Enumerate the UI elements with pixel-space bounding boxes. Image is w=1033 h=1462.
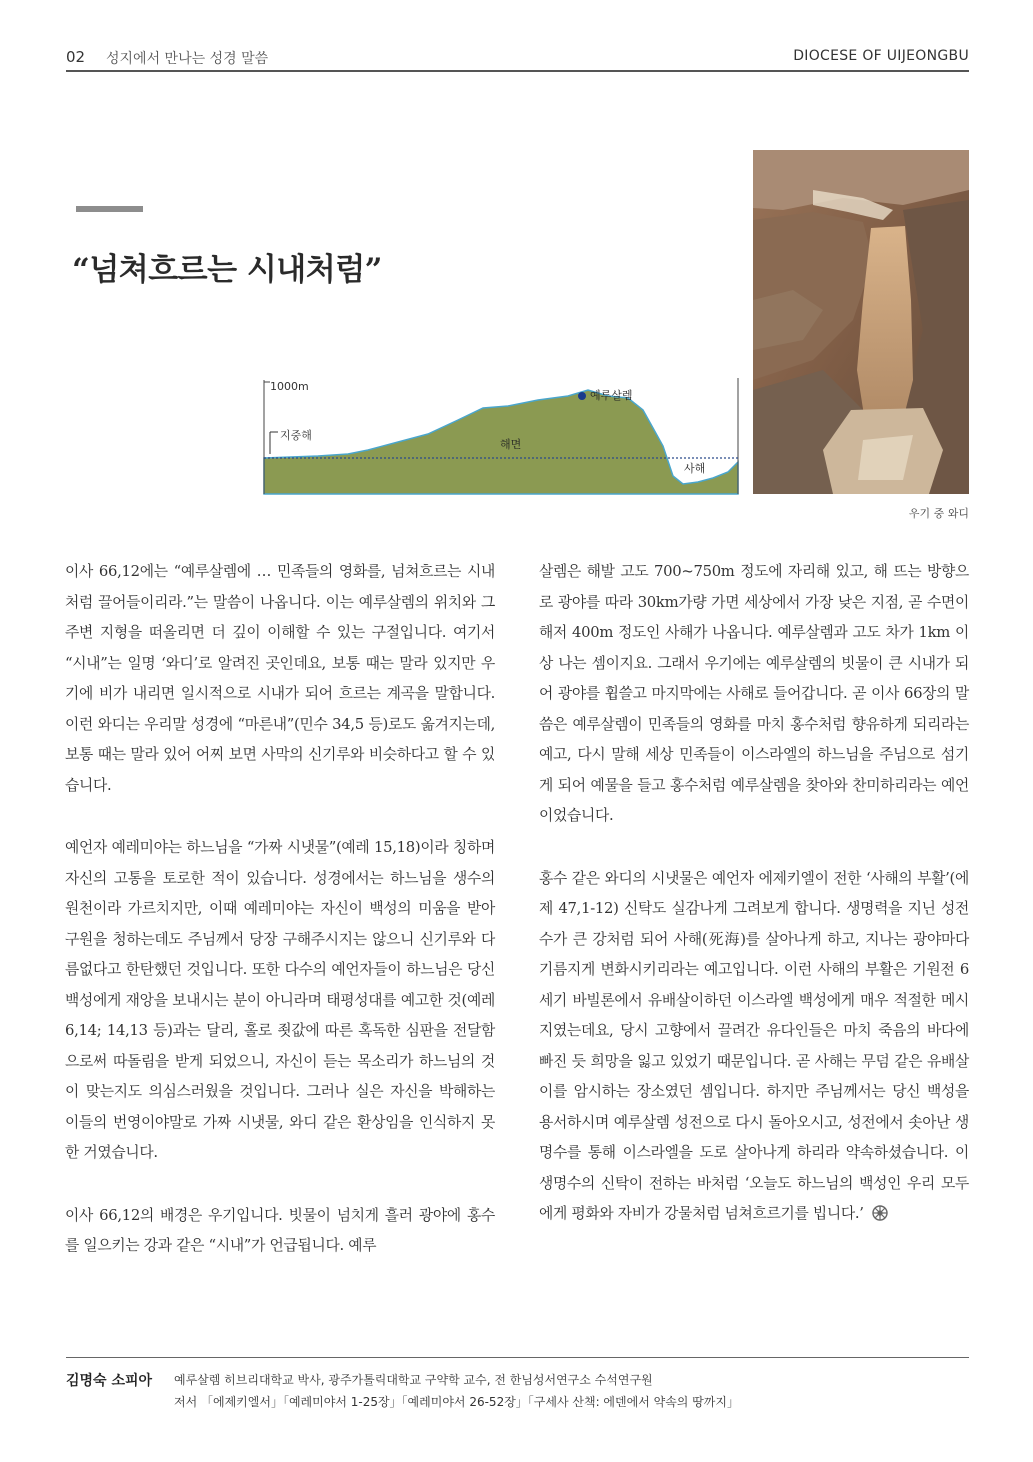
- mediterranean-label: 지중해: [280, 429, 312, 442]
- header-divider: [66, 70, 969, 72]
- dead-sea-label: 사해: [684, 462, 706, 475]
- page-number: 02: [66, 48, 86, 66]
- body-column-right: [539, 557, 969, 1233]
- end-mark-icon: [872, 1202, 888, 1233]
- photo-caption: 우기 중 와디: [908, 507, 969, 520]
- sea-level-label: 해면: [500, 438, 522, 451]
- footer-divider: [66, 1357, 969, 1358]
- page-header: [66, 46, 969, 70]
- jerusalem-marker: [578, 392, 586, 400]
- author-bio: 예루살렘 히브리대학교 박사, 광주가톨릭대학교 구약학 교수, 전 한님성서연구소 수석연구원: [174, 1373, 653, 1387]
- wadi-photo: [753, 150, 969, 494]
- elevation-profile-figure: [258, 376, 743, 496]
- title-accent-bar: [76, 206, 143, 212]
- author-name: 김명숙 소피아: [66, 1373, 153, 1389]
- body-column-left: [65, 557, 495, 1262]
- paragraph: 예언자 예레미야는 하느님을 “가짜 시냇물”(예레 15,18)이라 칭하며 자신의 고통을 토로한 적이 있습니다. 성경에서는 하느님을 생수의 원천이라 가르치지만, 이때 예레미야는 자신이 백성의 미움을 받아 구원을 청하는데도 주님께서 당장 구해주시지는 않으니 신기루와 다름없다고 한탄했던 것입니다. 또한 다수의 예언자들이 하느님은 당신 백성에게 재앙을 보내시는 분이 아니라며 태평성대를 예고한 것(예레 6,14; 14,13 등)과는 달리, 홀로 죗값에 따른 혹독한 심판을 전달함으로써 따돌림을 받게 되었으니, 자신이 듣는 목소리가 하느님의 것이 맞는지도 의심스러웠을 것입니다. 그러나 실은 자신을 박해하는 이들의 번영이야말로 가짜 시냇물, 와디 같은 환상임을 인식하지 못한 거였습니다.: [65, 839, 495, 1161]
- article-title: “넘쳐흐르는 시내처럼”: [72, 252, 382, 288]
- paragraph: 홍수 같은 와디의 시냇물은 예언자 에제키엘이 전한 ‘사해의 부활’(에제 47,1-12) 신탁도 실감나게 그려보게 합니다. 생명력을 지닌 성전수가 큰 강처럼 되어 사해(死海)를 살아나게 하고, 지나는 광야마다 기름지게 변화시키리라는 예고입니다. 이런 사해의 부활은 기원전 6세기 바빌론에서 유배살이하던 이스라엘 백성에게 매우 적절한 메시지였는데요, 당시 고향에서 끌려간 유다인들은 마치 죽음의 바다에 빠진 듯 희망을 잃고 있었기 때문입니다. 곧 사해는 무덤 같은 유배살이를 암시하는 장소였던 셈입니다. 하지만 주님께서는 당신 백성을 용서하시며 예루살렘 성전으로 다시 돌아오시고, 성전에서 솟아난 생명수를 통해 이스라엘을 도로 살아나게 하리라 약속하셨습니다. 이 생명수의 신탁이 전하는 바처럼 ‘오늘도 하느님의 백성인 우리 모두에게 평화와 자비가 강물처럼 넘쳐흐르기를 빕니다.’: [539, 869, 969, 1222]
- paragraph: 살렘은 해발 고도 700~750m 정도에 자리해 있고, 해 뜨는 방향으로 광야를 따라 30km가량 가면 세상에서 가장 낮은 지점, 곧 수면이 해저 400m 정도인 사해가 나옵니다. 예루살렘과 고도 차가 1km 이상 나는 셈이지요. 그래서 우기에는 예루살렘의 빗물이 큰 시내가 되어 광야를 휩쓸고 마지막에는 사해로 들어갑니다. 곧 이사 66장의 말씀은 예루살렘이 민족들의 영화를 마치 홍수처럼 향유하게 되리라는 예고, 다시 말해 세상 민족들이 이스라엘의 하느님을 주님으로 섬기게 되어 예물을 들고 홍수처럼 예루살렘을 찾아와 찬미하리라는 예언이었습니다.: [539, 563, 969, 824]
- paragraph: 이사 66,12에는 “예루살렘에 … 민족들의 영화를, 넘쳐흐르는 시내처럼 끌어들이리라.”는 말씀이 나옵니다. 이는 예루살렘의 위치와 그 주변 지형을 떠올리면 더 깊이 이해할 수 있는 구절입니다. 여기서 “시내”는 일명 ‘와디’로 알려진 곳인데요, 보통 때는 말라 있지만 우기에 비가 내리면 일시적으로 시내가 되어 흐르는 계곡을 말합니다. 이런 와디는 우리말 성경에 “마른내”(민수 34,5 등)로도 옮겨지는데, 보통 때는 말라 있어 어찌 보면 사막의 신기루와 비슷하다고 할 수 있습니다.: [65, 563, 495, 794]
- publisher-name: DIOCESE OF UIJEONGBU: [793, 48, 969, 64]
- elevation-profile-svg: [258, 376, 743, 496]
- author-works: 저서 「에제키엘서」「예레미야서 1-25장」「예레미야서 26-52장」「구세사 산책: 에덴에서 약속의 땅까지」: [174, 1395, 739, 1409]
- jerusalem-label: 예루살렘: [590, 389, 633, 402]
- section-title: 성지에서 만나는 성경 말씀: [106, 51, 269, 67]
- paragraph: 이사 66,12의 배경은 우기입니다. 빗물이 넘치게 흘러 광야에 홍수를 일으키는 강과 같은 “시내”가 언급됩니다. 예루: [65, 1206, 495, 1254]
- altitude-label: 1000m: [270, 380, 309, 393]
- wadi-photo-illustration: [753, 150, 969, 494]
